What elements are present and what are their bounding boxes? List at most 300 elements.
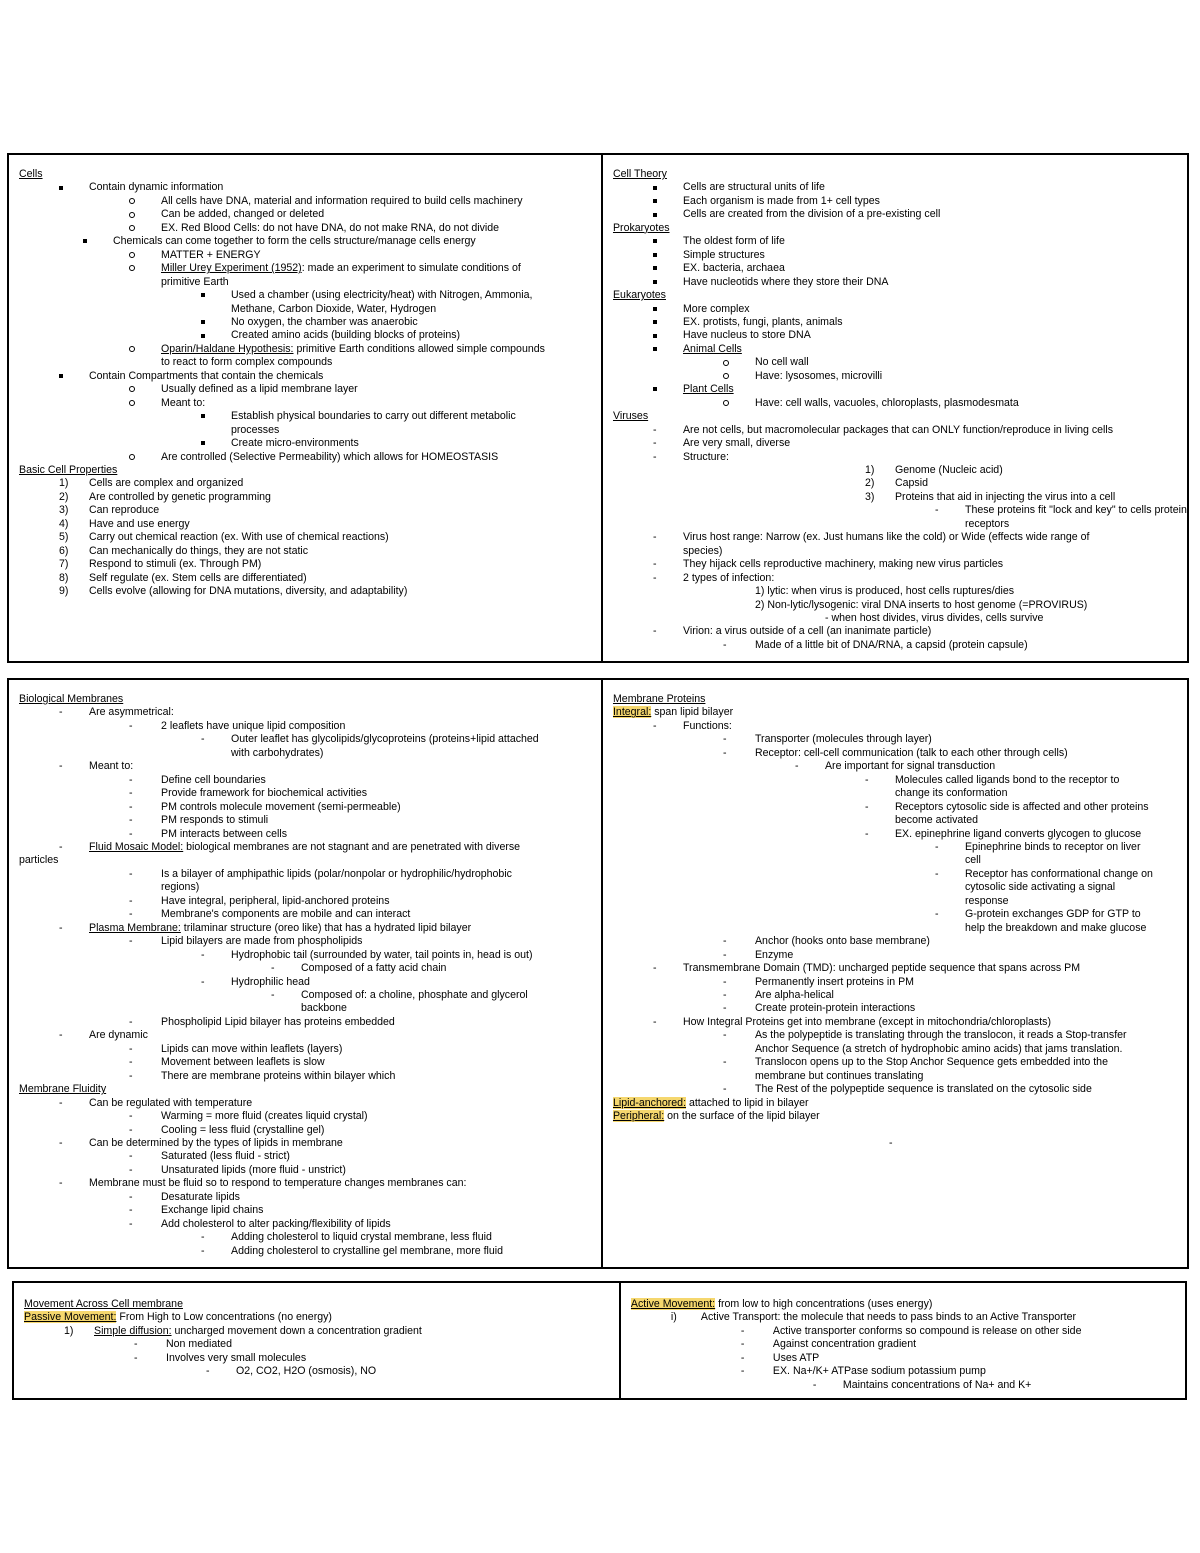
list-item: [19, 208, 593, 221]
list-item: [19, 760, 593, 773]
item-text: Each organism is made from 1+ cell types: [682, 194, 880, 207]
list-marker: -: [129, 827, 133, 840]
square-bullet-icon: [653, 235, 657, 248]
list-marker: -: [740, 1351, 745, 1364]
list-marker: -: [652, 423, 657, 436]
item-text: Cooling = less fluid (crystalline gel): [161, 1123, 325, 1136]
item-text: Cells are complex and organized: [89, 477, 244, 490]
list-marker: -: [129, 908, 133, 921]
item-text: Add cholesterol to alter packing/flexibility of lipids: [161, 1217, 391, 1230]
list-marker: 5): [59, 531, 69, 544]
list-marker: i): [670, 1311, 677, 1324]
list-marker: -: [129, 867, 133, 880]
list-item: [613, 908, 1179, 921]
list-item: [19, 276, 593, 289]
list-marker: -: [934, 504, 939, 517]
list-marker: -: [201, 733, 205, 746]
item-text: Capsid: [894, 477, 928, 490]
item-text: Uses ATP: [772, 1351, 820, 1364]
item-text: 2 types of infection:: [682, 571, 775, 584]
square-bullet-icon: [201, 316, 205, 329]
item-text: From High to Low concentrations (no energy): [116, 1311, 332, 1324]
item-text: particles: [19, 854, 59, 867]
item-text: The Rest of the polypeptide sequence is translated on the cytosolic side: [754, 1083, 1092, 1096]
list-marker: -: [652, 531, 657, 544]
list-item: [613, 451, 1179, 464]
list-marker: 1): [864, 463, 875, 476]
list-marker: -: [722, 1056, 727, 1069]
ring-bullet-icon: [129, 343, 135, 356]
list-item: [19, 303, 593, 316]
list-item: [613, 1043, 1179, 1056]
list-marker: 3): [59, 504, 69, 517]
item-text: EX. Red Blood Cells: do not have DNA, do not make RNA, do not divide: [161, 221, 500, 234]
list-item: [19, 249, 593, 262]
list-item: [613, 370, 1179, 383]
item-text: Involves very small molecules: [166, 1351, 307, 1364]
item-text: with carbohydrates): [231, 746, 324, 759]
list-item: [19, 1245, 593, 1258]
list-marker: -: [129, 800, 133, 813]
item-text: Created amino acids (building blocks of proteins): [231, 329, 461, 342]
list-marker: -: [722, 638, 727, 651]
list-item: [19, 262, 593, 275]
section-line: [613, 289, 1179, 302]
ring-bullet-icon: [129, 195, 135, 208]
list-item: [631, 1338, 1177, 1351]
item-text: EX. protists, fungi, plants, animals: [682, 315, 843, 328]
item-text: Contain Compartments that contain the chemicals: [89, 369, 324, 382]
item-text: Virion: a virus outside of a cell (an inanimate particle): [682, 625, 932, 638]
section-line: [24, 1311, 611, 1324]
item-text: cytosolic side activating a signal: [964, 881, 1116, 894]
list-marker: -: [888, 1136, 893, 1149]
ring-bullet-icon: [723, 370, 729, 383]
list-marker: -: [652, 571, 657, 584]
list-item: [613, 639, 1179, 652]
item-text: Membrane's components are mobile and can interact: [161, 908, 411, 921]
item-text: All cells have DNA, material and information required to build cells machinery: [161, 194, 523, 207]
list-item: [19, 841, 593, 854]
list-item: [19, 289, 593, 302]
section-line: [613, 1110, 1179, 1123]
ring-bullet-icon: [129, 208, 135, 221]
list-item: [19, 343, 593, 356]
item-text: Are important for signal transduction: [824, 760, 996, 773]
item-text: Non mediated: [166, 1338, 232, 1351]
heading-text: Cell Theory: [612, 168, 667, 180]
item-text: Translocon opens up to the Stop Anchor Sequence gets embedded into the: [754, 1056, 1108, 1069]
item-text: span lipid bilayer: [651, 706, 734, 719]
underlined-term: Simple diffusion:: [94, 1324, 172, 1337]
cell-cells-properties: [9, 155, 601, 661]
item-text: Are dynamic: [89, 1029, 148, 1042]
item-text: Molecules called ligands bond to the receptor to: [894, 773, 1120, 786]
list-marker: -: [129, 1056, 133, 1069]
item-text: Desaturate lipids: [161, 1190, 240, 1203]
item-text: They hijack cells reproductive machinery, making new virus particles: [682, 558, 1004, 571]
list-item: [613, 424, 1179, 437]
list-item: [613, 1070, 1179, 1083]
list-marker: -: [740, 1338, 745, 1351]
item-text: Saturated (less fluid - strict): [161, 1150, 290, 1163]
item-text: Receptor has conformational change on: [964, 867, 1153, 880]
item-text: Have and use energy: [89, 517, 190, 530]
list-item: [24, 1352, 611, 1365]
item-text: Outer leaflet has glycolipids/glycoproteins (proteins+lipid attached: [231, 733, 539, 746]
list-marker: -: [134, 1351, 138, 1364]
square-bullet-icon: [653, 316, 657, 329]
item-text: Meant to:: [89, 760, 134, 773]
list-marker: -: [59, 760, 63, 773]
underlined-term: Oparin/Haldane Hypothesis:: [161, 342, 294, 355]
item-text: Have: cell walls, vacuoles, chloroplasts, plasmodesmata: [754, 396, 1019, 409]
list-marker: 2): [864, 477, 875, 490]
list-item: [19, 531, 593, 544]
cell-membrane-proteins: [601, 680, 1187, 1267]
square-bullet-icon: [201, 329, 205, 342]
list-item: [19, 222, 593, 235]
item-text: PM interacts between cells: [161, 827, 288, 840]
item-text: Are not cells, but macromolecular packages that can ONLY function/reproduce in living cells: [682, 423, 1114, 436]
list-marker: -: [129, 894, 133, 907]
cell-passive-movement: [14, 1283, 619, 1398]
item-text: receptors: [964, 517, 1010, 530]
list-item: [19, 828, 593, 841]
list-marker: 7): [59, 558, 69, 571]
item-text: Made of a little bit of DNA/RNA, a capsid (protein capsule): [754, 638, 1028, 651]
item-text: Transporter (molecules through layer): [754, 733, 932, 746]
list-item: [613, 881, 1179, 894]
list-marker: 4): [59, 517, 69, 530]
item-text: Usually defined as a lipid membrane layer: [161, 383, 358, 396]
item-text: Can be determined by the types of lipids in membrane: [89, 1136, 343, 1149]
list-item: [613, 343, 1179, 356]
list-item: [19, 181, 593, 194]
item-text: Unsaturated lipids (more fluid - unstrict): [161, 1163, 346, 1176]
section-line: [19, 1083, 593, 1096]
item-text: Establish physical boundaries to carry out different metabolic: [231, 410, 516, 423]
square-bullet-icon: [653, 276, 657, 289]
item-text: 2 leaflets have unique lipid composition: [161, 719, 346, 732]
list-marker: -: [129, 1190, 133, 1203]
item-text: Lipids can move within leaflets (layers): [161, 1042, 343, 1055]
list-item: [19, 518, 593, 531]
list-item: [613, 208, 1179, 221]
list-marker: -: [722, 1002, 727, 1015]
item-text: Create micro-environments: [231, 437, 359, 450]
list-marker: -: [59, 1136, 63, 1149]
list-item: [19, 720, 593, 733]
item-text: PM responds to stimuli: [161, 814, 269, 827]
list-marker: -: [129, 1123, 133, 1136]
list-marker: -: [59, 1029, 63, 1042]
list-marker: 2): [59, 490, 69, 503]
list-marker: -: [59, 1177, 63, 1190]
list-item: [613, 868, 1179, 881]
list-item: [613, 989, 1179, 1002]
heading-text: Biological Membranes: [19, 693, 124, 705]
item-text: biological membranes are not stagnant and are penetrated with diverse: [183, 840, 521, 853]
list-item: [19, 545, 593, 558]
list-marker: 3): [864, 490, 875, 503]
list-item: [19, 1056, 593, 1069]
list-item: [613, 814, 1179, 827]
item-text: Composed of: a choline, phosphate and glycerol: [301, 988, 528, 1001]
item-text: backbone: [301, 1002, 347, 1015]
list-item: [19, 1204, 593, 1217]
square-bullet-icon: [653, 249, 657, 262]
list-marker: -: [206, 1365, 210, 1378]
list-item: [19, 1029, 593, 1042]
square-bullet-icon: [201, 289, 205, 302]
underlined-term: Miller Urey Experiment (1952): [161, 262, 302, 275]
list-item: [19, 706, 593, 719]
list-item: [19, 949, 593, 962]
item-text: Are alpha-helical: [754, 988, 834, 1001]
list-item: [631, 1352, 1177, 1365]
list-item: [19, 424, 593, 437]
underlined-term: Fluid Mosaic Model:: [89, 840, 184, 853]
list-item: [613, 491, 1179, 504]
list-marker: -: [652, 962, 657, 975]
table-cells: [7, 153, 1189, 663]
item-text: Are very small, diverse: [682, 437, 791, 450]
list-item: [19, 1124, 593, 1137]
item-text: primitive Earth conditions allowed simple compounds: [293, 342, 545, 355]
item-text: EX. epinephrine ligand converts glycogen to glucose: [894, 827, 1142, 840]
item-text: Can be regulated with temperature: [89, 1096, 253, 1109]
list-item: [613, 316, 1179, 329]
item-text: help the breakdown and make glucose: [964, 921, 1147, 934]
item-text: Have integral, peripheral, lipid-anchored proteins: [161, 894, 390, 907]
list-item: [613, 1083, 1179, 1096]
item-text: Cells are structural units of life: [682, 181, 825, 194]
list-item: [613, 1124, 1179, 1137]
item-text: processes: [231, 423, 280, 436]
item-text: No cell wall: [754, 356, 809, 369]
list-item: [613, 262, 1179, 275]
item-text: There are membrane proteins within bilayer which: [161, 1069, 396, 1082]
list-item: [19, 572, 593, 585]
item-text: change its conformation: [894, 787, 1008, 800]
list-item: [613, 1029, 1179, 1042]
list-item: [24, 1325, 611, 1338]
item-text: Contain dynamic information: [89, 181, 224, 194]
list-item: [631, 1365, 1177, 1378]
item-text: Are controlled (Selective Permeability) which allows for HOMEOSTASIS: [161, 450, 499, 463]
list-item: [613, 235, 1179, 248]
list-marker: -: [722, 1083, 727, 1096]
cell-biological-membranes: [9, 680, 601, 1267]
item-text: Lipid bilayers are made from phospholipids: [161, 935, 363, 948]
list-item: [613, 303, 1179, 316]
item-text: Genome (Nucleic acid): [894, 463, 1003, 476]
square-bullet-icon: [653, 195, 657, 208]
list-item: [19, 1043, 593, 1056]
list-marker: -: [129, 1217, 133, 1230]
item-text: Exchange lipid chains: [161, 1204, 264, 1217]
list-item: [613, 585, 1179, 598]
item-text: MATTER + ENERGY: [161, 248, 261, 261]
item-text: Composed of a fatty acid chain: [301, 962, 447, 975]
list-item: [613, 760, 1179, 773]
list-item: [19, 733, 593, 746]
list-item: [613, 922, 1179, 935]
item-text: Active Transport: the molecule that needs to pass binds to an Active Transporter: [700, 1311, 1077, 1324]
list-item: [613, 1016, 1179, 1029]
item-text: species): [682, 544, 723, 557]
item-text: Hydrophobic tail (surrounded by water, tail points in, head is out): [231, 948, 533, 961]
underlined-term: Plasma Membrane:: [89, 921, 181, 934]
list-item: [19, 989, 593, 1002]
list-item: [613, 854, 1179, 867]
list-marker: -: [652, 558, 657, 571]
item-text: cell: [964, 854, 981, 867]
heading-text: Viruses: [612, 410, 649, 423]
list-marker: -: [129, 1015, 133, 1028]
item-text: 2) Non-lytic/lysogenic: viral DNA inserts to host genome (=PROVIRUS): [754, 598, 1088, 611]
item-text: No oxygen, the chamber was anaerobic: [231, 315, 418, 328]
list-item: [19, 868, 593, 881]
item-text: Can be added, changed or deleted: [161, 208, 325, 221]
list-item: [19, 383, 593, 396]
list-item: [19, 504, 593, 517]
item-text: Against concentration gradient: [772, 1338, 917, 1351]
item-text: 1) lytic: when virus is produced, host cells ruptures/dies: [754, 585, 1015, 598]
list-item: [19, 908, 593, 921]
list-marker: 6): [59, 544, 69, 557]
list-marker: -: [129, 1163, 133, 1176]
section-line: [613, 706, 1179, 719]
square-bullet-icon: [653, 181, 657, 194]
section-line: [613, 1097, 1179, 1110]
item-text: Chemicals can come together to form the cells structure/manage cells energy: [113, 235, 476, 248]
list-item: [19, 1191, 593, 1204]
list-item: [19, 962, 593, 975]
list-marker: -: [740, 1365, 745, 1378]
item-text: regions): [161, 881, 200, 894]
heading-text: Basic Cell Properties: [19, 463, 118, 476]
item-text: G-protein exchanges GDP for GTP to: [964, 908, 1141, 921]
item-text: Have: lysosomes, microvilli: [754, 369, 883, 382]
list-item: [19, 1002, 593, 1015]
list-item: [19, 397, 593, 410]
list-marker: -: [129, 814, 133, 827]
list-item: [631, 1311, 1177, 1324]
list-item: [19, 329, 593, 342]
list-item: [613, 531, 1179, 544]
item-text: Self regulate (ex. Stem cells are differentiated): [89, 571, 307, 584]
list-item: [19, 976, 593, 989]
section-line: [613, 410, 1179, 423]
list-marker: -: [59, 706, 63, 719]
list-item: [613, 828, 1179, 841]
heading-text: Cells: [19, 168, 43, 180]
list-marker: -: [59, 921, 63, 934]
list-marker: 1): [64, 1324, 74, 1337]
highlighted-term: Active Movement:: [630, 1298, 716, 1310]
list-marker: -: [129, 1069, 133, 1082]
item-text: Adding cholesterol to liquid crystal membrane, less fluid: [231, 1231, 492, 1244]
ring-bullet-icon: [723, 397, 729, 410]
item-text: Functions:: [682, 719, 732, 732]
list-item: [19, 881, 593, 894]
heading-text: Membrane Proteins: [612, 693, 706, 705]
list-item: [19, 922, 593, 935]
item-text: Structure:: [682, 450, 729, 463]
list-item: [613, 477, 1179, 490]
list-item: [19, 1070, 593, 1083]
item-text: Hydrophilic head: [231, 975, 310, 988]
list-item: [613, 949, 1179, 962]
list-marker: -: [722, 935, 727, 948]
list-item: [613, 437, 1179, 450]
item-text: Is a bilayer of amphipathic lipids (polar/nonpolar or hydrophilic/hydrophobic: [161, 867, 512, 880]
list-item: [613, 383, 1179, 396]
item-text: Methane, Carbon Dioxide, Water, Hydrogen: [231, 302, 437, 315]
section-line: [613, 693, 1179, 706]
item-text: Epinephrine binds to receptor on liver: [964, 840, 1141, 853]
item-text: from low to high concentrations (uses energy): [715, 1298, 933, 1310]
section-line: [613, 168, 1179, 181]
square-bullet-icon: [59, 181, 63, 194]
item-text: Membrane must be fluid so to respond to temperature changes membranes can:: [89, 1177, 467, 1190]
item-text: EX. bacteria, archaea: [682, 262, 785, 275]
list-item: [613, 195, 1179, 208]
list-marker: -: [271, 988, 275, 1001]
highlighted-term: Integral:: [612, 706, 652, 719]
list-item: [631, 1379, 1177, 1392]
square-bullet-icon: [653, 303, 657, 316]
square-bullet-icon: [653, 262, 657, 275]
list-item: [19, 235, 593, 248]
list-marker: -: [59, 840, 63, 853]
item-text: trilaminar structure (oreo like) that has a hydrated lipid bilayer: [180, 921, 472, 934]
list-item: [613, 572, 1179, 585]
square-bullet-icon: [653, 343, 657, 356]
list-item: [613, 895, 1179, 908]
list-item: [24, 1338, 611, 1351]
square-bullet-icon: [653, 383, 657, 396]
ring-bullet-icon: [129, 249, 135, 262]
list-item: [19, 477, 593, 490]
list-marker: -: [934, 867, 939, 880]
cell-active-movement: [619, 1283, 1185, 1398]
list-item: [613, 1002, 1179, 1015]
heading-text: Membrane Fluidity: [19, 1083, 107, 1096]
highlighted-term: Peripheral:: [612, 1110, 665, 1123]
list-marker: -: [812, 1378, 817, 1391]
list-marker: -: [652, 719, 657, 732]
list-item: [19, 316, 593, 329]
list-marker: -: [652, 437, 657, 450]
list-item: [613, 976, 1179, 989]
item-text: Virus host range: Narrow (ex. Just humans like the cold) or Wide (effects wide range of: [682, 531, 1090, 544]
item-text: Carry out chemical reaction (ex. With use of chemical reactions): [89, 531, 389, 544]
list-marker: -: [129, 719, 133, 732]
square-bullet-icon: [653, 208, 657, 221]
heading-text: Plant Cells: [682, 383, 734, 396]
item-text: Have nucleus to store DNA: [682, 329, 811, 342]
item-text: More complex: [682, 302, 750, 315]
list-marker: -: [652, 1015, 657, 1028]
item-text: Permanently insert proteins in PM: [754, 975, 914, 988]
list-marker: -: [129, 787, 133, 800]
list-marker: -: [201, 1244, 205, 1257]
section-line: [24, 1298, 611, 1311]
item-text: Are asymmetrical:: [89, 706, 174, 719]
